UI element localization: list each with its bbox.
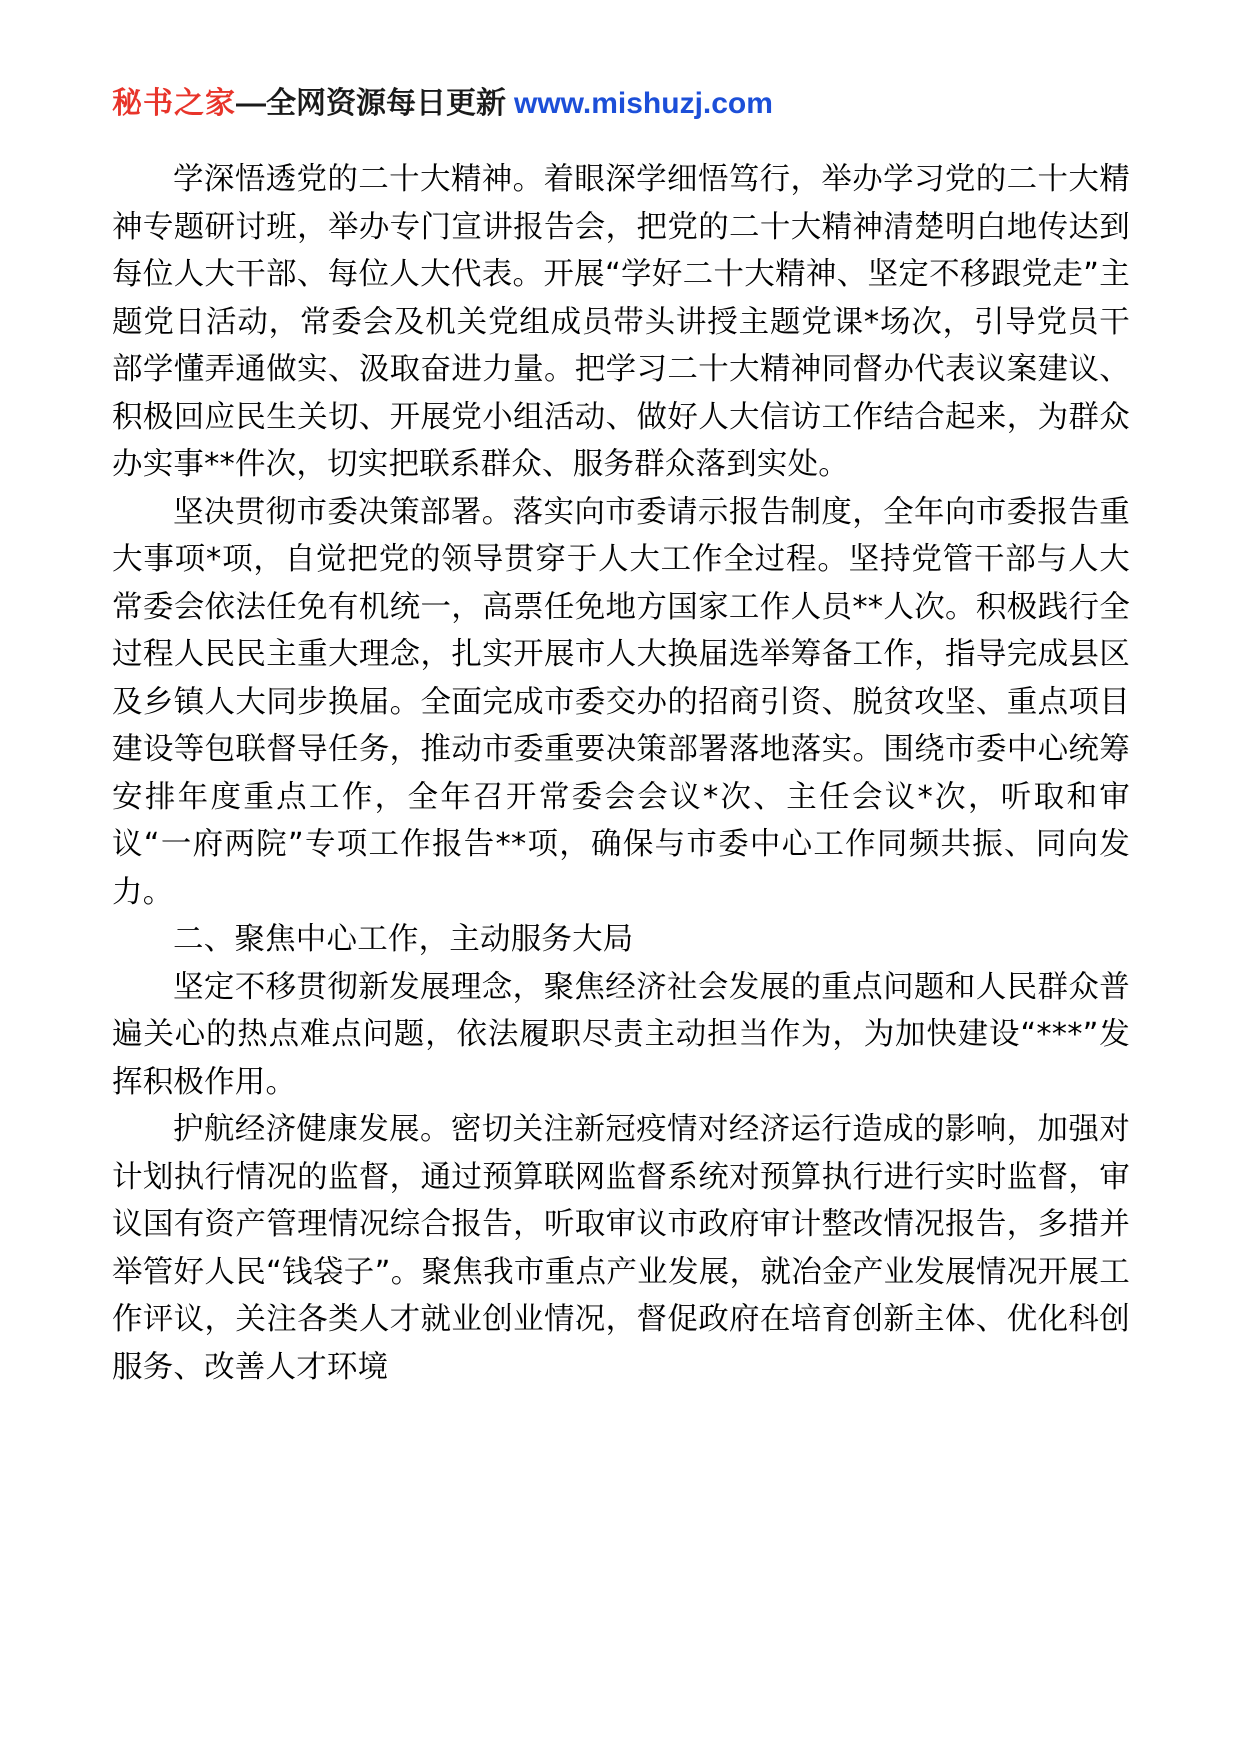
site-brand-name: 秘书之家: [112, 87, 236, 120]
header-dash: —: [236, 87, 266, 120]
paragraph: 坚定不移贯彻新发展理念，聚焦经济社会发展的重点问题和人民群众普遍关心的热点难点问题，依法履职尽责主动担当作为，为加快建设“***”发挥积极作用。: [112, 969, 1130, 1100]
paragraph: 坚决贯彻市委决策部署。落实向市委请示报告制度，全年向市委报告重大事项*项，自觉把党的领导贯穿于人大工作全过程。坚持党管干部与人大常委会依法任免有机统一，高票任免地方国家工作人员**人次。积极践行全过程人民民主重大理念，扎实开展市人大换届选举筹备工作，指导完成县区及乡镇人大同步换届。全面完成市委交办的招商引资、脱贫攻坚、重点项目建设等包联督导任务，推动市委重要决策部署落地落实。围绕市委中心统筹安排年度重点工作，全年召开常委会会议*次、主任会议*次，听取和审议“一府两院”专项工作报告**项，确保与市委中心工作同频共振、同向发力。: [112, 494, 1130, 910]
document-body: [112, 156, 1130, 1391]
site-tagline: 全网资源每日更新: [266, 87, 506, 120]
paragraph: 学深悟透党的二十大精神。着眼深学细悟笃行，举办学习党的二十大精神专题研讨班，举办专门宣讲报告会，把党的二十大精神清楚明白地传达到每位人大干部、每位人大代表。开展“学好二十大精神、坚定不移跟党走”主题党日活动，常委会及机关党组成员带头讲授主题党课*场次，引导党员干部学懂弄通做实、汲取奋进力量。把学习二十大精神同督办代表议案建议、积极回应民生关切、开展党小组活动、做好人大信访工作结合起来，为群众办实事**件次，切实把联系群众、服务群众落到实处。: [112, 162, 1130, 482]
site-url-link[interactable]: www.mishuzj.com: [514, 87, 773, 120]
paragraph: 护航经济健康发展。密切关注新冠疫情对经济运行造成的影响，加强对计划执行情况的监督，通过预算联网监督系统对预算执行进行实时监督，审议国有资产管理情况综合报告，听取审议市政府审计整改情况报告，多措并举管好人民“钱袋子”。聚焦我市重点产业发展，就冶金产业发展情况开展工作评议，关注各类人才就业创业情况，督促政府在培育创新主体、优化科创服务、改善人才环境: [112, 1112, 1130, 1385]
site-watermark-header: [112, 86, 1130, 122]
section-heading: 二、聚焦中心工作，主动服务大局: [173, 922, 634, 957]
